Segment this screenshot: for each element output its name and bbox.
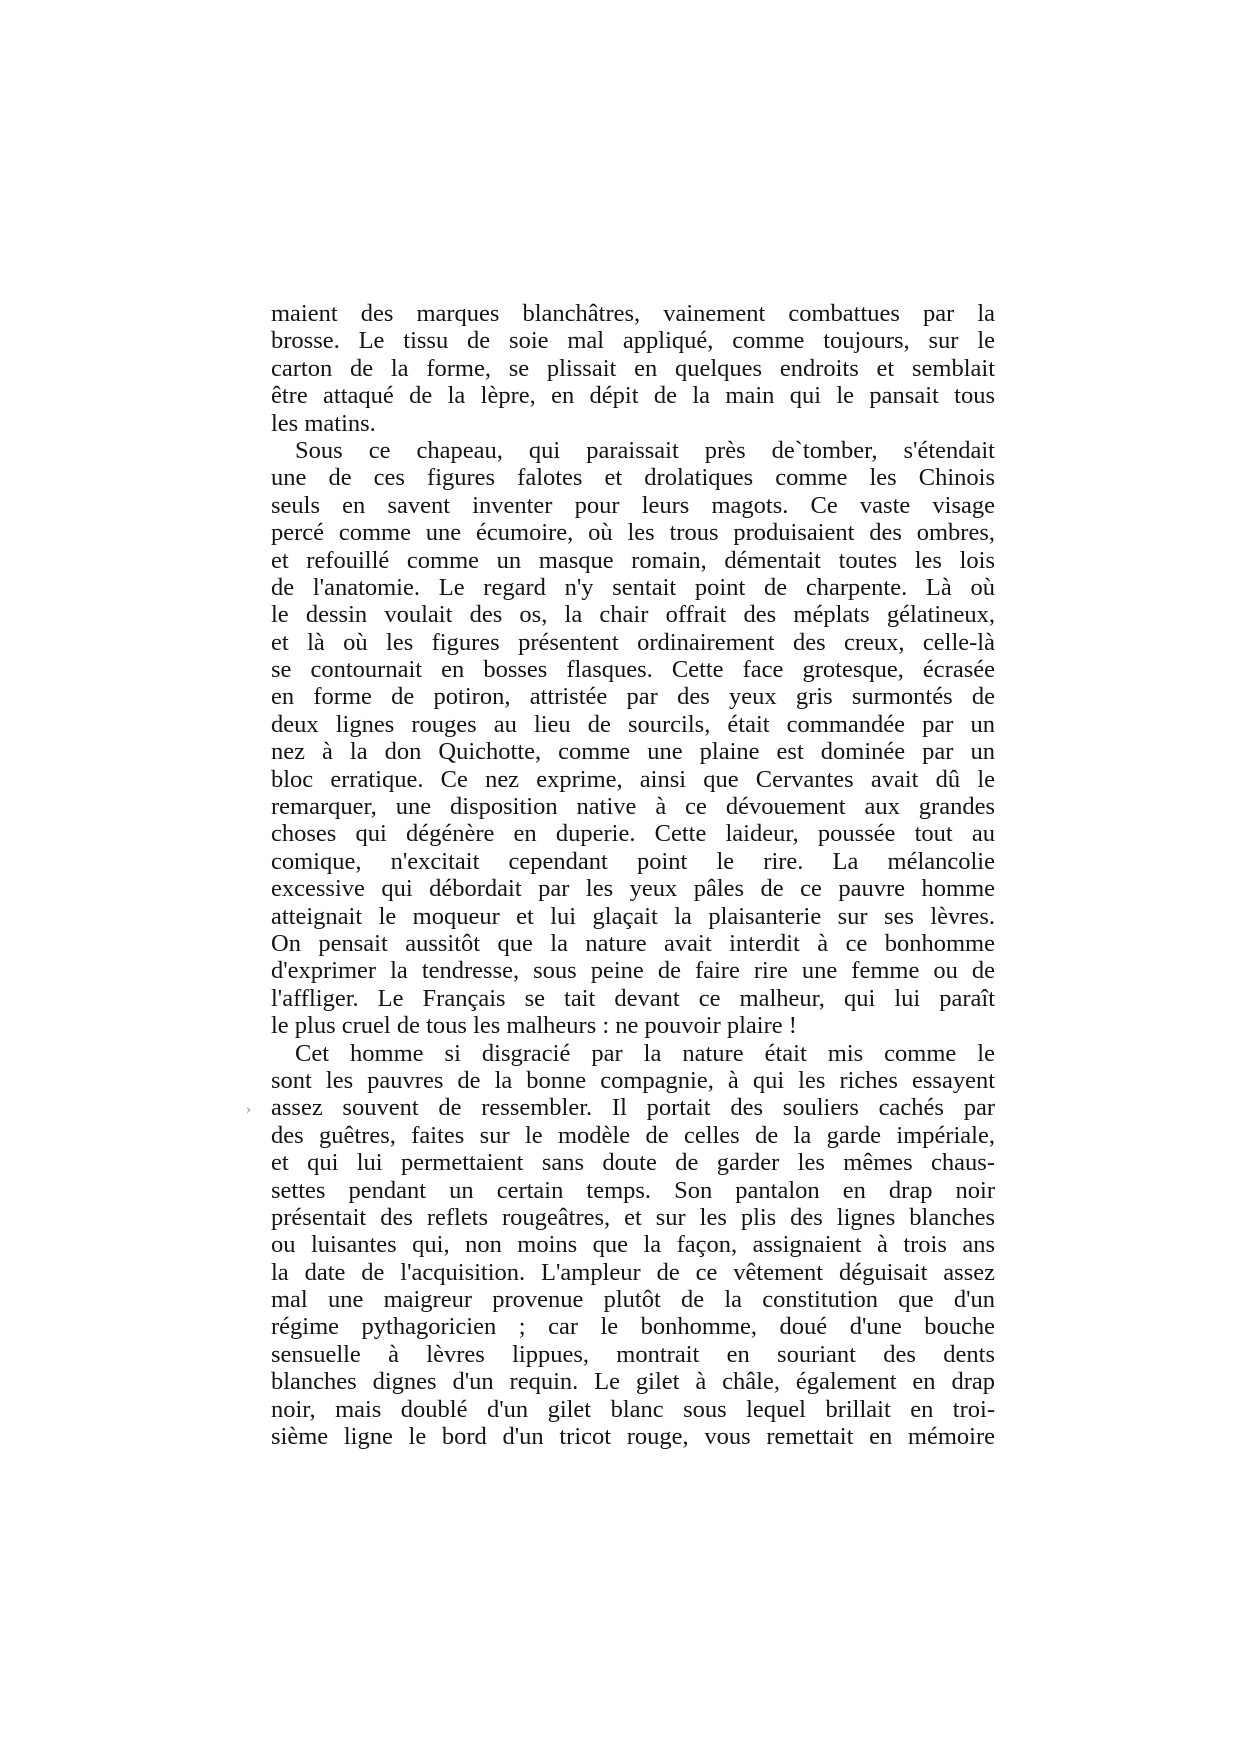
text-line: On pensait aussitôt que la nature avait interdit à ce bonhomme (271, 929, 995, 957)
text-line: choses qui dégénère en duperie. Cette laideur, poussée tout au (271, 820, 995, 848)
text-line: être attaqué de la lèpre, en dépit de la main qui le pansait tous (271, 382, 995, 410)
text-line: Sous ce chapeau, qui paraissait près de`tomber, s'étendait (295, 436, 995, 464)
text-line: une de ces figures falotes et drolatiques comme les Chinois (271, 464, 995, 492)
text-line: de l'anatomie. Le regard n'y sentait point de charpente. Là où (271, 573, 995, 601)
text-line: deux lignes rouges au lieu de sourcils, était commandée par un (271, 710, 995, 738)
margin-tick-mark: › (246, 1103, 252, 1118)
text-line: mal une maigreur provenue plutôt de la constitution que d'un (271, 1286, 995, 1314)
text-line: settes pendant un certain temps. Son pantalon en drap noir (271, 1176, 995, 1204)
text-line: remarquer, une disposition native à ce dévouement aux grandes (271, 793, 995, 821)
text-line: présentait des reflets rougeâtres, et sur les plis des lignes blanches (271, 1203, 995, 1231)
text-line: assez souvent de ressembler. Il portait des souliers cachés par (271, 1094, 995, 1122)
body-text (271, 300, 995, 1450)
text-line: blanches dignes d'un requin. Le gilet à châle, également en drap (271, 1368, 995, 1396)
text-line: brosse. Le tissu de soie mal appliqué, comme toujours, sur le (271, 327, 995, 355)
text-line: en forme de potiron, attristée par des yeux gris surmontés de (271, 683, 995, 711)
text-line: sième ligne le bord d'un tricot rouge, vous remettait en mémoire (271, 1423, 995, 1451)
text-line: ou luisantes qui, non moins que la façon, assignaient à trois ans (271, 1231, 995, 1259)
text-line: nez à la don Quichotte, comme une plaine est dominée par un (271, 738, 995, 766)
text-line: régime pythagoricien ; car le bonhomme, doué d'une bouche (271, 1313, 995, 1341)
text-line: le plus cruel de tous les malheurs : ne pouvoir plaire ! (271, 1012, 797, 1040)
text-line: sensuelle à lèvres lippues, montrait en souriant des dents (271, 1340, 995, 1368)
text-line: Cet homme si disgracié par la nature était mis comme le (295, 1039, 995, 1067)
text-line: bloc erratique. Ce nez exprime, ainsi que Cervantes avait dû le (271, 765, 995, 793)
text-line: les matins. (271, 409, 376, 437)
text-line: d'exprimer la tendresse, sous peine de faire rire une femme ou de (271, 957, 995, 985)
text-line: noir, mais doublé d'un gilet blanc sous lequel brillait en troi- (271, 1395, 995, 1423)
text-line: seuls en savent inventer pour leurs magots. Ce vaste visage (271, 491, 995, 519)
text-line: l'affliger. Le Français se tait devant ce malheur, qui lui paraît (271, 984, 995, 1012)
text-line: sont les pauvres de la bonne compagnie, à qui les riches essayent (271, 1066, 995, 1094)
text-line: et refouillé comme un masque romain, démentait toutes les lois (271, 546, 995, 574)
text-line: se contournait en bosses flasques. Cette face grotesque, écrasée (271, 656, 995, 684)
text-line: percé comme une écumoire, où les trous produisaient des ombres, (271, 519, 995, 547)
text-line: la date de l'acquisition. L'ampleur de ce vêtement déguisait assez (271, 1258, 995, 1286)
text-line: et là où les figures présentent ordinairement des creux, celle-là (271, 628, 995, 656)
text-line: comique, n'excitait cependant point le rire. La mélancolie (271, 847, 995, 875)
paragraph-2 (271, 437, 995, 1040)
text-line: atteignait le moqueur et lui glaçait la plaisanterie sur ses lèvres. (271, 902, 995, 930)
text-line: carton de la forme, se plissait en quelques endroits et semblait (271, 354, 995, 382)
text-line: maient des marques blanchâtres, vainement combattues par la (271, 300, 995, 327)
text-line: et qui lui permettaient sans doute de garder les mêmes chaus- (271, 1149, 995, 1177)
text-line: des guêtres, faites sur le modèle de celles de la garde impériale, (271, 1121, 995, 1149)
text-line: le dessin voulait des os, la chair offrait des méplats gélatineux, (271, 601, 995, 629)
paragraph-1 (271, 300, 995, 437)
text-line: excessive qui débordait par les yeux pâles de ce pauvre homme (271, 875, 995, 903)
paragraph-3 (271, 1040, 995, 1451)
